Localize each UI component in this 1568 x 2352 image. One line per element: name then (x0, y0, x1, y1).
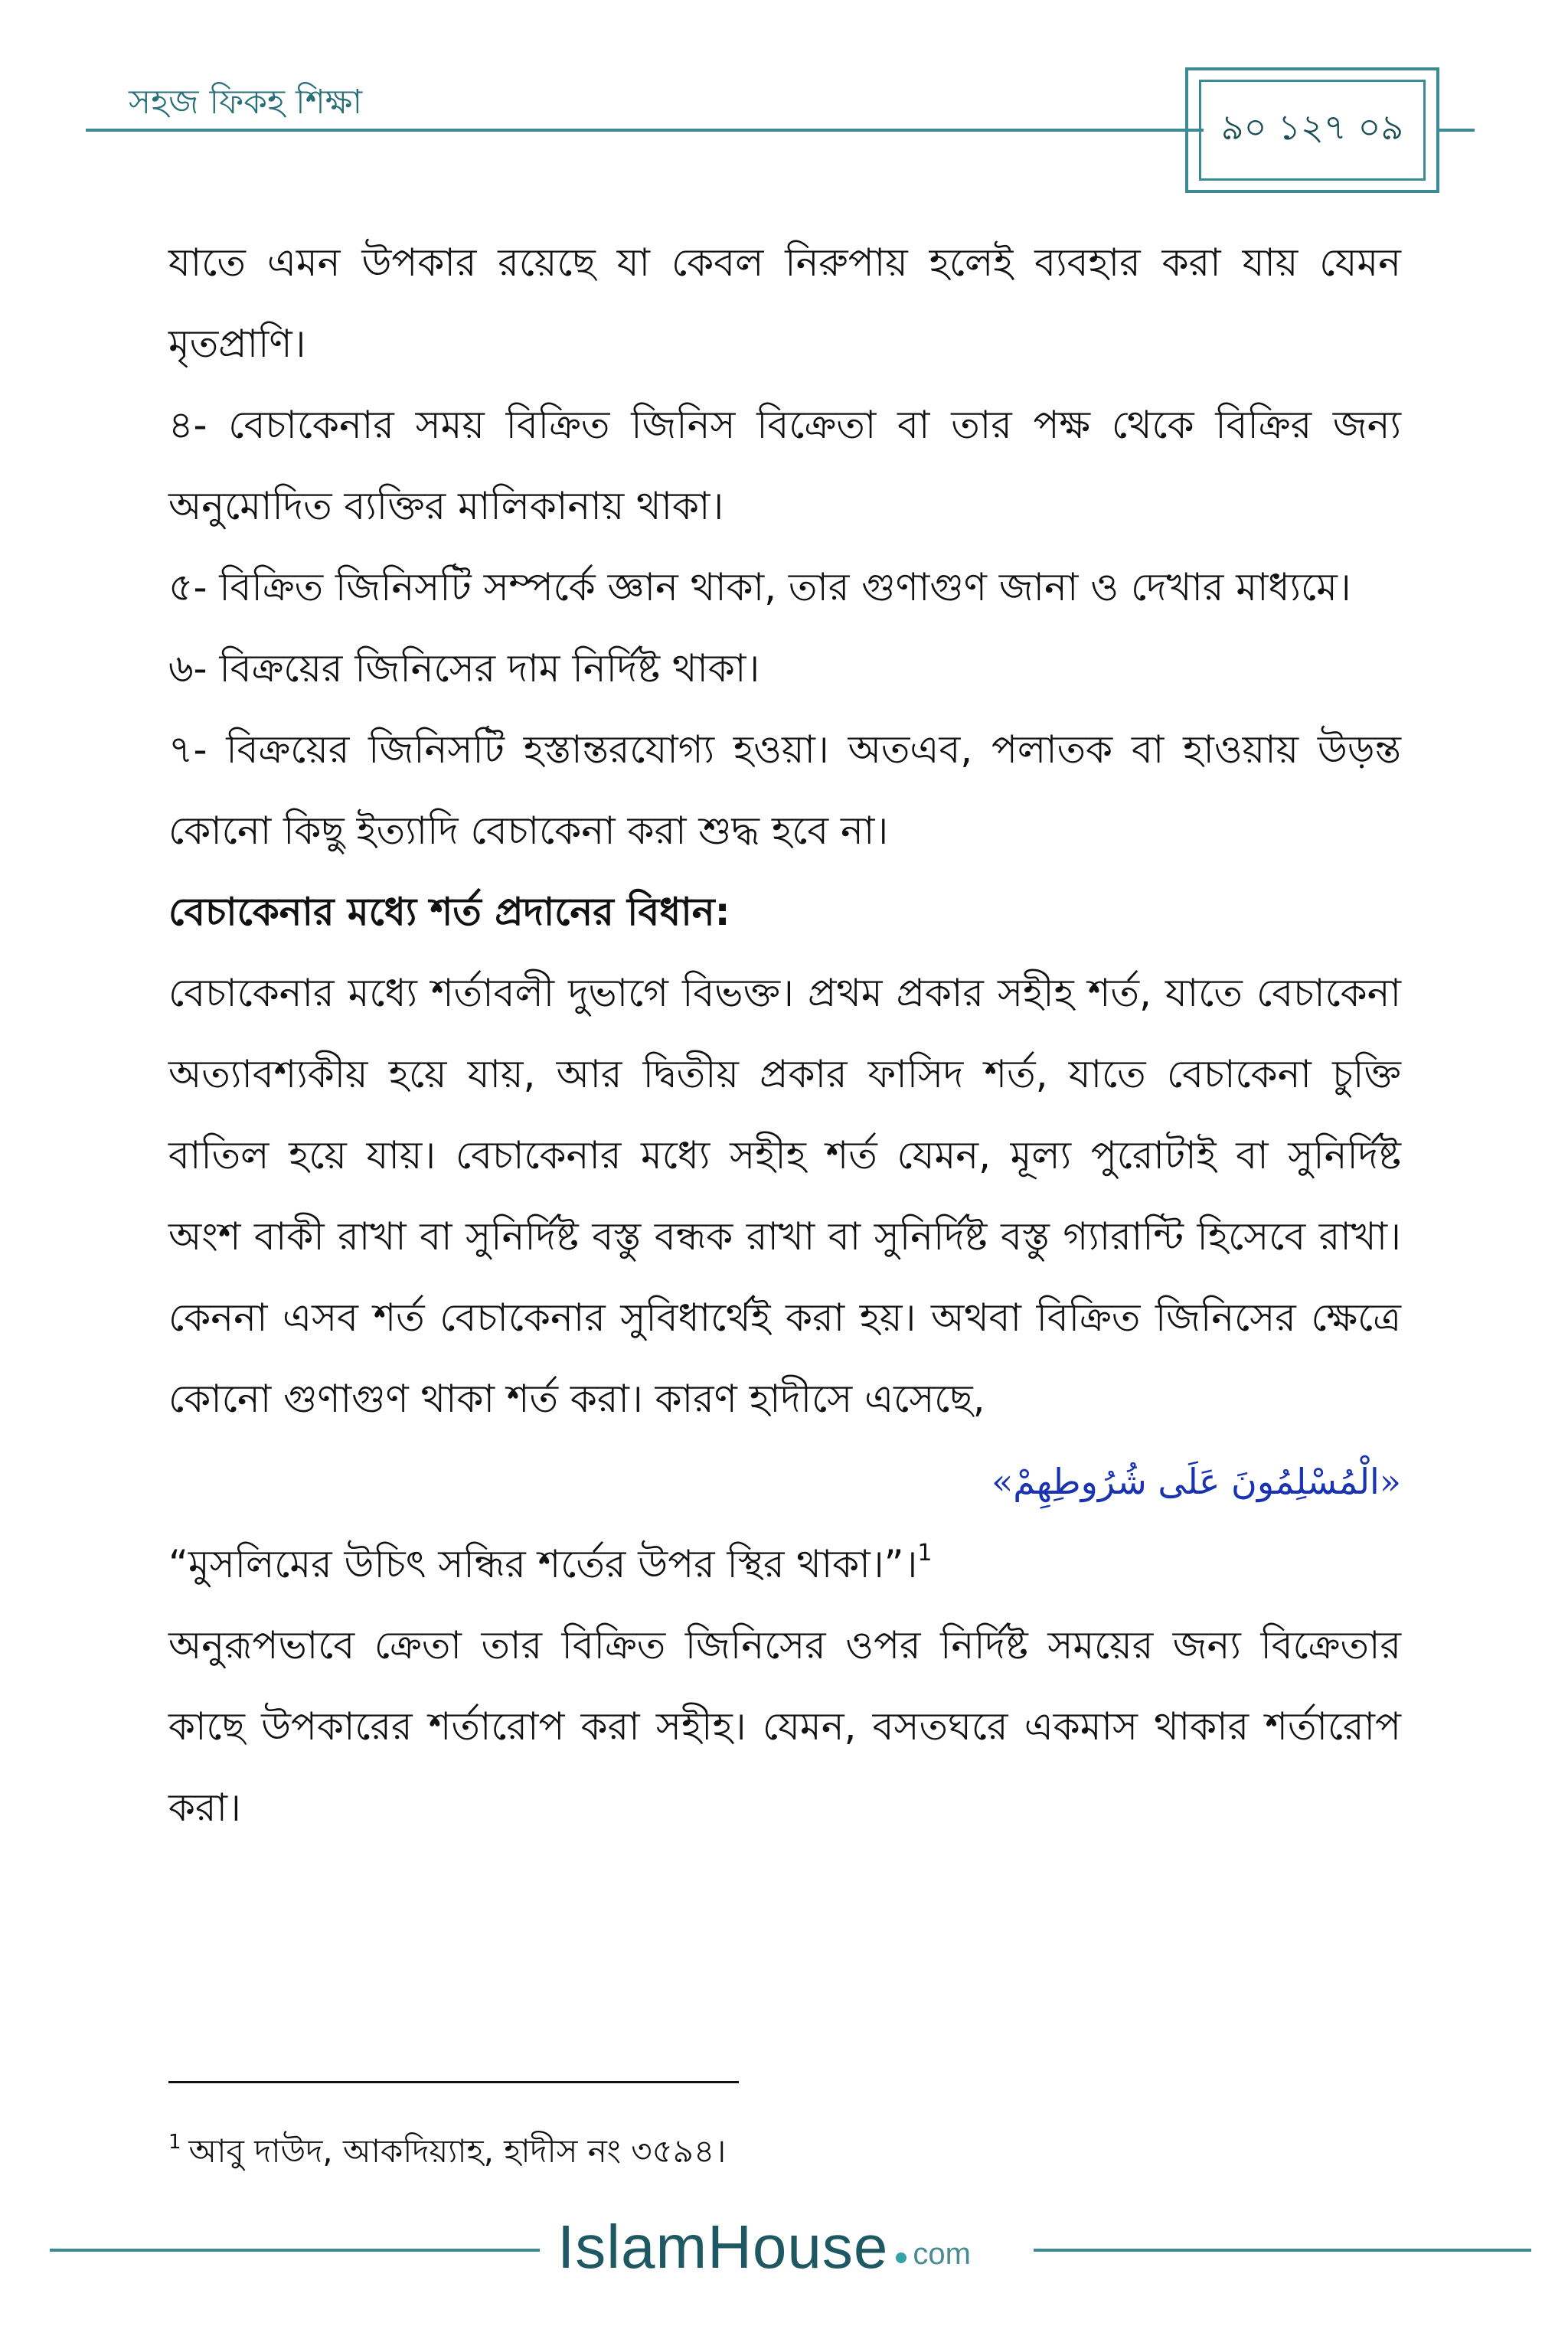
footer-rule-left (50, 2249, 540, 2252)
hadith-translation (168, 1524, 1401, 1605)
logo-brand-text: IslamHouse (557, 2213, 889, 2281)
footnote-reference[interactable]: 1 (917, 1540, 933, 1566)
header-rule (86, 129, 1204, 132)
book-title: সহজ ফিকহ শিক্ষা (129, 83, 363, 122)
islamhouse-logo (557, 2209, 1024, 2285)
footnote (168, 2128, 726, 2174)
list-item-condition-6: ৬- বিক্রয়ের জিনিসের দাম নির্দিষ্ট থাকা। (168, 646, 760, 691)
page-number: ৯০ ১২৭ ০৯ (1199, 80, 1426, 181)
list-item-condition-4: ৪- বেচাকেনার সময় বিক্রিত জিনিস বিক্রেতা বা তার পক্ষ থেকে বিক্রির জন্য অনুমোদিত ব্যক্তির মালিকানায় থাকা। (168, 403, 1401, 528)
footnote-separator (168, 2081, 739, 2083)
paragraph: বেচাকেনার মধ্যে শর্তাবলী দুভাগে বিভক্ত। প্রথম প্রকার সহীহ শর্ত, যাতে বেচাকেনা অত্যাবশ্যকীয় হয়ে যায়, আর দ্বিতীয় প্রকার ফাসিদ শর্ত, যাতে বেচাকেনা চুক্তি বাতিল হয়ে যায়। বেচাকেনার মধ্যে সহীহ শর্ত যেমন, মূল্য পুরোটাই বা সুনির্দিষ্ট অংশ বাকী রাখা বা সুনির্দিষ্ট বস্তু বন্ধক রাখা বা সুনির্দিষ্ট বস্তু গ্যারান্টি হিসেবে রাখা। কেননা এসব শর্ত বেচাকেনার সুবিধার্থেই করা হয়। অথবা বিক্রিত জিনিসের ক্ষেত্রে কোনো গুণাগুণ থাকা শর্ত করা। কারণ হাদীসে এসেছে, (168, 971, 1401, 1421)
paragraph: যাতে এমন উপকার রয়েছে যা কেবল নিরুপায় হলেই ব্যবহার করা যায় যেমন মৃতপ্রাণি। (168, 240, 1401, 366)
paragraph: অনুরূপভাবে ক্রেতা তার বিক্রিত জিনিসের ওপর নির্দিষ্ট সময়ের জন্য বিক্রেতার কাছে উপকারের শর্তারোপ করা সহীহ। যেমন, বসতঘরে একমাস থাকার শর্তারোপ করা। (168, 1623, 1401, 1830)
footer-rule-right (1034, 2249, 1531, 2252)
arabic-hadith-quote: «الْمُسْلِمُونَ عَلَى شُرُوطِهِمْ» (991, 1461, 1401, 1502)
logo-dot-icon (896, 2252, 906, 2263)
list-item-condition-5: ৫- বিক্রিত জিনিসটি সম্পর্কে জ্ঞান থাকা, তার গুণাগুণ জানা ও দেখার মাধ্যমে। (168, 565, 1351, 609)
logo-domain-text: com (913, 2236, 971, 2271)
translation-text: “মুসলিমের উচিৎ সন্ধির শর্তের উপর স্থির থাকা।”। (168, 1542, 918, 1586)
list-item-condition-7: ৭- বিক্রয়ের জিনিসটি হস্তান্তরযোগ্য হওয়া। অতএব, পলাতক বা হাওয়ায় উড়ন্ত কোনো কিছু ইত্যাদি বেচাকেনা করা শুদ্ধ হবে না। (168, 727, 1401, 853)
page-content (168, 222, 1401, 1848)
header-rule-right (1436, 129, 1475, 132)
footnote-text: আবু দাউদ, আকদিয়্যাহ, হাদীস নং ৩৫৯৪। (188, 2132, 727, 2170)
footnote-marker: 1 (168, 2131, 181, 2154)
section-heading: বেচাকেনার মধ্যে শর্ত প্রদানের বিধান: (168, 890, 730, 934)
